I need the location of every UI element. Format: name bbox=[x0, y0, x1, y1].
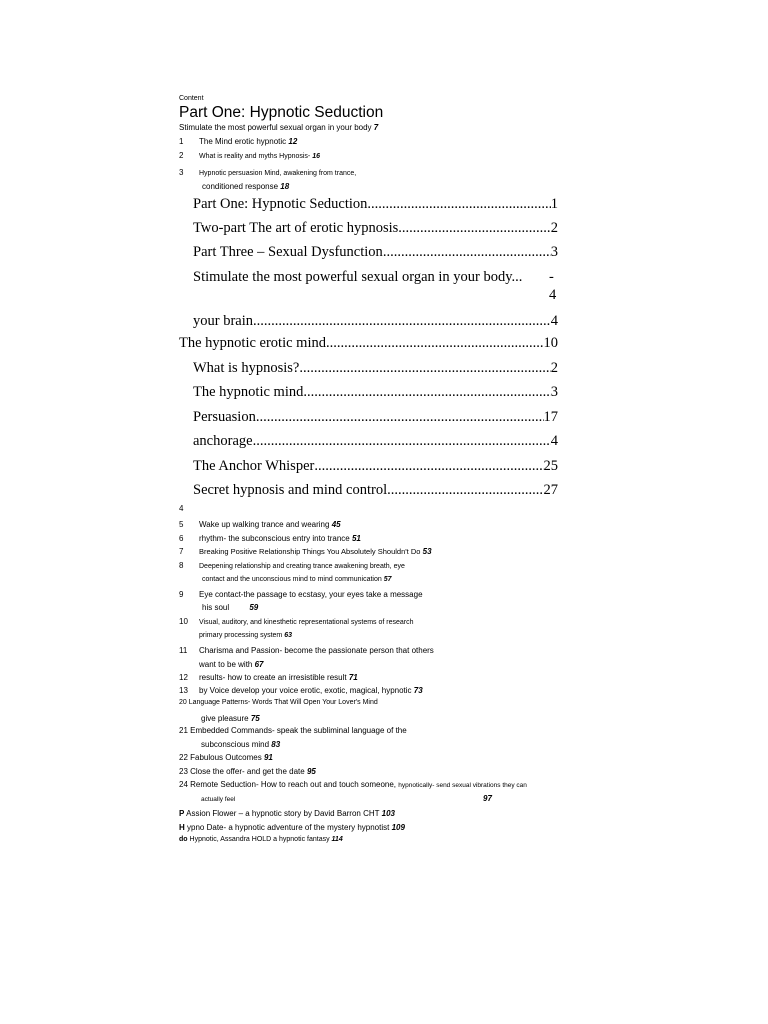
list-item-continuation: conditioned response 18 bbox=[202, 182, 290, 191]
toc-entry[interactable]: The hypnotic erotic mind ..... 10 bbox=[179, 335, 558, 352]
story-item: H ypno Date- a hypnotic adventure of the mystery hypnotist 109 bbox=[179, 823, 405, 832]
toc-entry[interactable]: The hypnotic mind ..... 3 bbox=[193, 384, 558, 401]
list-item: 6 rhythm- the subconscious entry into trance 51 bbox=[179, 534, 361, 543]
list-item: 2 What is reality and myths Hypnosis- 16 bbox=[179, 151, 321, 160]
toc-entry[interactable]: your brain ..... 4 bbox=[193, 313, 558, 330]
lone-number: 4 bbox=[179, 504, 184, 513]
list-item: 13 by Voice develop your voice erotic, exotic, magical, hypnotic 73 bbox=[179, 686, 423, 695]
list-item-continuation: want to be with 67 bbox=[199, 660, 264, 669]
toc-page: 4 bbox=[549, 287, 557, 303]
list-item: 10 Visual, auditory, and kinesthetic representational systems of research bbox=[179, 617, 414, 626]
list-item: 22 Fabulous Outcomes 91 bbox=[179, 753, 273, 762]
toc-entry[interactable]: What is hypnosis? ..... 2 bbox=[193, 360, 558, 377]
list-item: 20 Language Patterns- Words That Will Open Your Lover's Mind bbox=[179, 699, 378, 706]
list-item-page: 97 bbox=[483, 794, 492, 803]
toc-entry[interactable]: Part Three – Sexual Dysfunction ..... 3 bbox=[193, 244, 558, 261]
list-item: 3 Hypnotic persuasion Mind, awakening from trance, bbox=[179, 168, 357, 177]
list-item: 12 results- how to create an irresistible result 71 bbox=[179, 673, 358, 682]
list-item: 1 The Mind erotic hypnotic 12 bbox=[179, 137, 298, 146]
content-label: Content bbox=[179, 95, 204, 102]
list-item: 11 Charisma and Passion- become the passionate person that others bbox=[179, 646, 434, 655]
toc-entry[interactable]: Stimulate the most powerful sexual organ in your body... bbox=[193, 269, 523, 285]
list-item-continuation: contact and the unconscious mind to mind communication 57 bbox=[202, 576, 392, 583]
list-item-continuation: subconscious mind 83 bbox=[201, 740, 281, 749]
list-item: 7 Breaking Positive Relationship Things You Absolutely Shouldn't Do 53 bbox=[179, 547, 432, 556]
toc-entry[interactable]: Secret hypnosis and mind control ..... 27 bbox=[193, 482, 558, 499]
subtitle-page: 7 bbox=[373, 123, 379, 132]
subtitle-text: Stimulate the most powerful sexual organ in your body bbox=[179, 123, 372, 132]
list-item-continuation: primary processing system 63 bbox=[199, 632, 292, 639]
page-subtitle bbox=[179, 123, 378, 132]
list-item: 8 Deepening relationship and creating trance awakening breath, eye bbox=[179, 561, 405, 570]
toc-dash: - bbox=[549, 269, 554, 285]
list-item-continuation: actually feel bbox=[201, 796, 236, 803]
story-item: P Assion Flower – a hypnotic story by David Barron CHT 103 bbox=[179, 809, 395, 818]
page-title: Part One: Hypnotic Seduction bbox=[179, 104, 384, 121]
list-item: 5 Wake up walking trance and wearing 45 bbox=[179, 520, 341, 529]
toc-entry[interactable]: Persuasion ..... 17 bbox=[193, 409, 558, 426]
story-item: do Hypnotic, Assandra HOLD a hypnotic fantasy 114 bbox=[179, 836, 343, 843]
toc-entry[interactable]: Two-part The art of erotic hypnosis ..... 2 bbox=[193, 220, 558, 237]
list-item: 21 Embedded Commands- speak the subliminal language of the bbox=[179, 726, 407, 735]
list-item: 23 Close the offer- and get the date 95 bbox=[179, 767, 316, 776]
list-item-continuation: his soul 59 bbox=[202, 603, 259, 612]
list-item: 9 Eye contact-the passage to ecstasy, your eyes take a message bbox=[179, 590, 423, 599]
toc-entry[interactable]: Part One: Hypnotic Seduction ..... 1 bbox=[193, 196, 558, 213]
toc-entry[interactable]: anchorage ..... 4 bbox=[193, 433, 558, 450]
list-item: 24 Remote Seduction- How to reach out and touch someone, hypnotically- send sexual vibrations they can bbox=[179, 780, 527, 789]
list-item-continuation: give pleasure 75 bbox=[201, 714, 260, 723]
toc-entry[interactable]: The Anchor Whisper ..... 25 bbox=[193, 458, 558, 475]
